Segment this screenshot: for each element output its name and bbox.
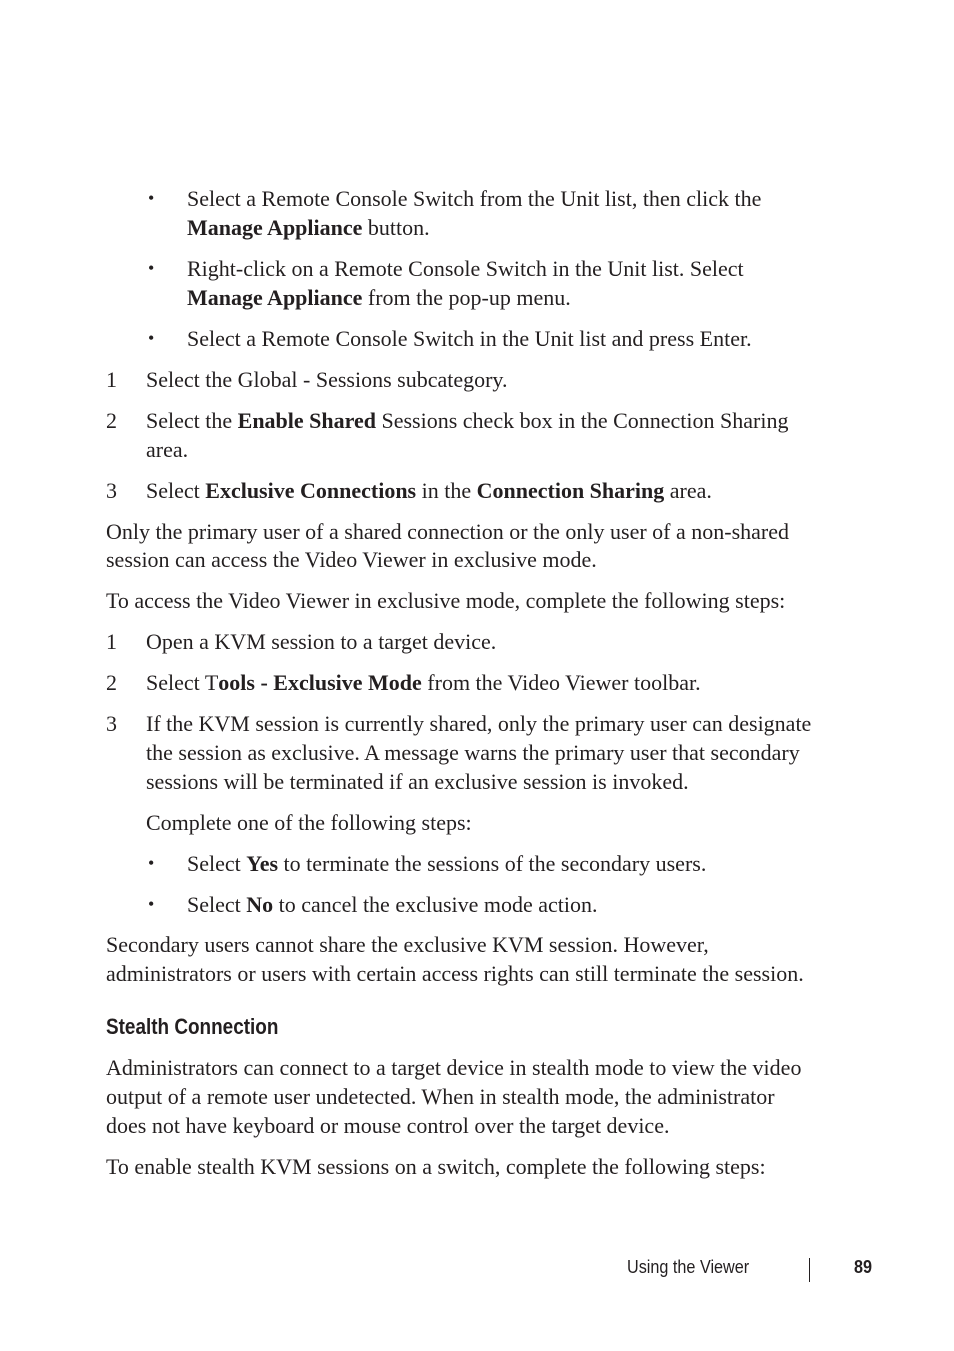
paragraph-line: session can access the Video Viewer in exclusive mode.: [106, 547, 597, 572]
bullet-text: Select Yes to terminate the sessions of the secondary users.: [187, 851, 707, 876]
step-text: Open a KVM session to a target device.: [146, 629, 497, 654]
step-number: 2: [106, 408, 117, 433]
footer-chapter-title: Using the Viewer: [627, 1257, 750, 1277]
bullet-text: Right-click on a Remote Console Switch in the Unit list. Select: [187, 256, 744, 281]
step-text: Select the Global - Sessions subcategory.: [146, 367, 508, 392]
step-text: Select Tools - Exclusive Mode from the Video Viewer toolbar.: [146, 670, 701, 695]
bullet-marker: •: [148, 328, 155, 348]
page-number: 89: [854, 1257, 873, 1277]
bullet-marker: •: [148, 188, 155, 208]
paragraph-line: administrators or users with certain access rights can still terminate the session.: [106, 961, 804, 986]
section-heading: Stealth Connection: [106, 1014, 279, 1039]
paragraph-line: To access the Video Viewer in exclusive mode, complete the following steps:: [106, 588, 786, 613]
step-number: 3: [106, 711, 117, 736]
bullet-text: Select a Remote Console Switch from the Unit list, then click the: [187, 186, 762, 211]
paragraph-line: Administrators can connect to a target device in stealth mode to view the video: [106, 1055, 802, 1080]
step-text: Select the Enable Shared Sessions check box in the Connection Sharing: [146, 408, 789, 433]
paragraph-line: To enable stealth KVM sessions on a switch, complete the following steps:: [106, 1154, 766, 1179]
step-text: Select Exclusive Connections in the Connection Sharing area.: [146, 478, 712, 503]
bullet-text: Manage Appliance button.: [187, 215, 430, 240]
step-text: sessions will be terminated if an exclusive session is invoked.: [146, 769, 689, 794]
step-number: 3: [106, 478, 117, 503]
step-text: the session as exclusive. A message warns the primary user that secondary: [146, 740, 800, 765]
step-text: Complete one of the following steps:: [146, 810, 472, 835]
step-number: 1: [106, 367, 117, 392]
footer-divider: [809, 1258, 810, 1282]
paragraph-line: Only the primary user of a shared connection or the only user of a non-shared: [106, 519, 789, 544]
paragraph-line: output of a remote user undetected. When in stealth mode, the administrator: [106, 1084, 775, 1109]
bullet-text: Manage Appliance from the pop-up menu.: [187, 285, 571, 310]
bullet-marker: •: [148, 894, 155, 914]
paragraph-line: does not have keyboard or mouse control over the target device.: [106, 1113, 670, 1138]
step-number: 1: [106, 629, 117, 654]
bullet-marker: •: [148, 853, 155, 873]
step-number: 2: [106, 670, 117, 695]
bullet-text: Select a Remote Console Switch in the Unit list and press Enter.: [187, 326, 752, 351]
bullet-marker: •: [148, 258, 155, 278]
paragraph-line: Secondary users cannot share the exclusive KVM session. However,: [106, 932, 709, 957]
step-text: area.: [146, 437, 189, 462]
bullet-text: Select No to cancel the exclusive mode action.: [187, 892, 598, 917]
step-text: If the KVM session is currently shared, only the primary user can designate: [146, 711, 812, 736]
